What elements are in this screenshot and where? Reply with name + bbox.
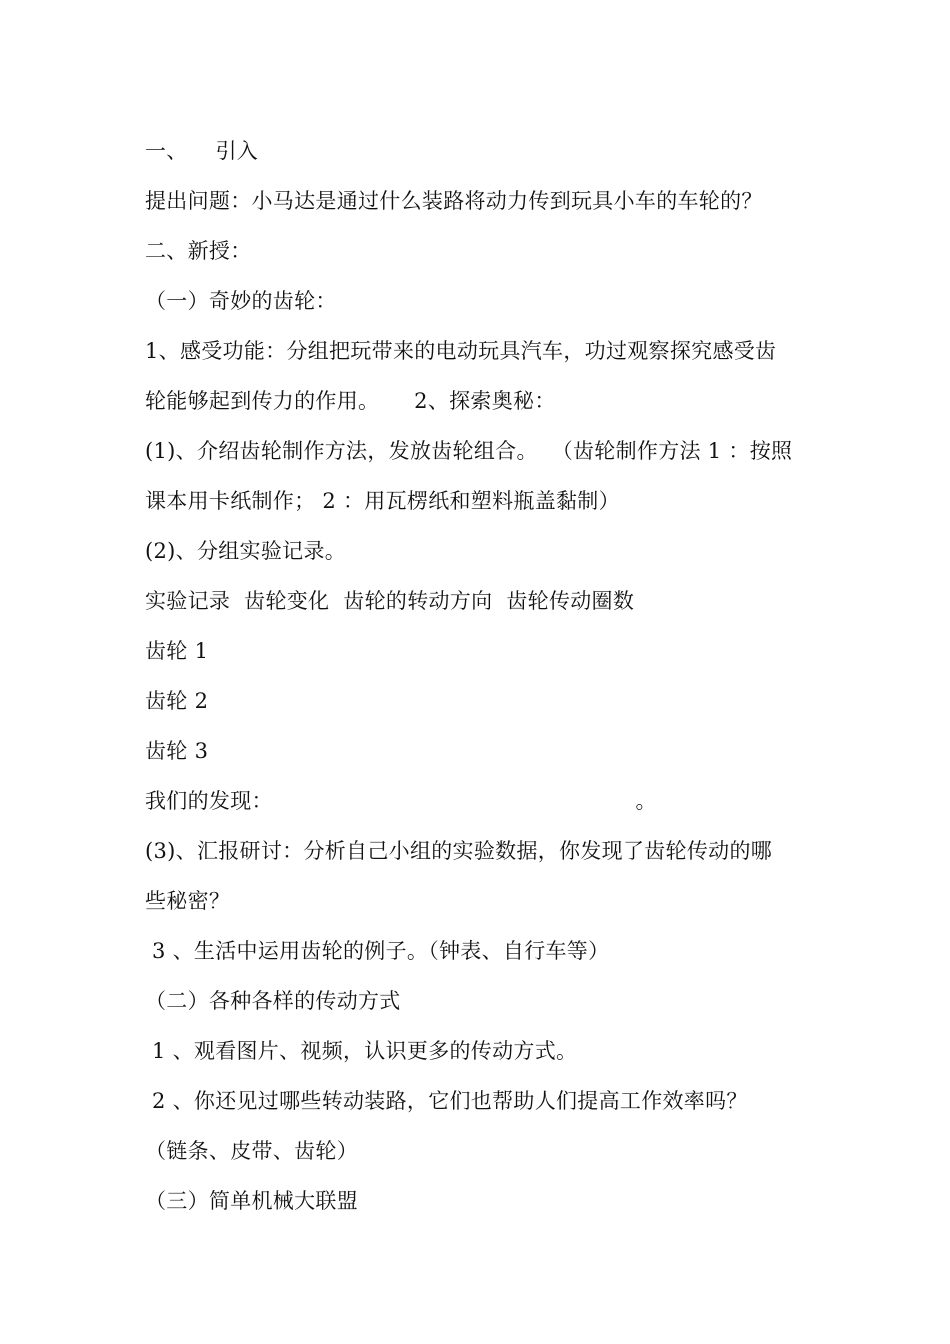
question-paragraph: 提出问题：小马达是通过什么装路将动力传到玩具小车的车轮的？ xyxy=(145,189,763,213)
paragraph-line: (1)、介绍齿轮制作方法，发放齿轮组合。 （齿轮制作方法 1 ：按照 xyxy=(145,439,793,463)
paragraph-line: (2)、分组实验记录。 xyxy=(145,539,347,563)
section-heading-new: 二、新授： xyxy=(145,239,252,263)
subsection-heading-gears: （一）奇妙的齿轮： xyxy=(145,289,337,313)
paragraph-line: 轮能够起到传力的作用。 2、探索奥秘： xyxy=(145,389,556,413)
record-row: 齿轮 3 xyxy=(145,739,209,763)
paragraph-line: （链条、皮带、齿轮） xyxy=(145,1139,358,1163)
subsection-heading-machines: （三）简单机械大联盟 xyxy=(145,1189,358,1213)
paragraph-line: 些秘密？ xyxy=(145,889,231,913)
record-table-header: 实验记录 齿轮变化 齿轮的转动方向 齿轮传动圈数 xyxy=(145,589,635,613)
paragraph-line: 1 、观看图片、视频，认识更多的传动方式。 xyxy=(145,1039,578,1063)
paragraph-line: 3 、生活中运用齿轮的例子。（钟表、自行车等） xyxy=(145,939,610,963)
findings-line: 我们的发现： 。 xyxy=(145,789,657,813)
subsection-heading-transmission: （二）各种各样的传动方式 xyxy=(145,989,401,1013)
paragraph-line: 1、感受功能：分组把玩带来的电动玩具汽车，功过观察探究感受齿 xyxy=(145,339,777,363)
paragraph-line: 课本用卡纸制作； 2 ：用瓦楞纸和塑料瓶盖黏制） xyxy=(145,489,620,513)
record-row: 齿轮 1 xyxy=(145,639,209,663)
paragraph-line: (3)、汇报研讨：分析自己小组的实验数据，你发现了齿轮传动的哪 xyxy=(145,839,773,863)
paragraph-line: 2 、你还见过哪些转动装路，它们也帮助人们提高工作效率吗？ xyxy=(145,1089,748,1113)
record-row: 齿轮 2 xyxy=(145,689,209,713)
section-heading-intro: 一、 引入 xyxy=(145,139,259,163)
